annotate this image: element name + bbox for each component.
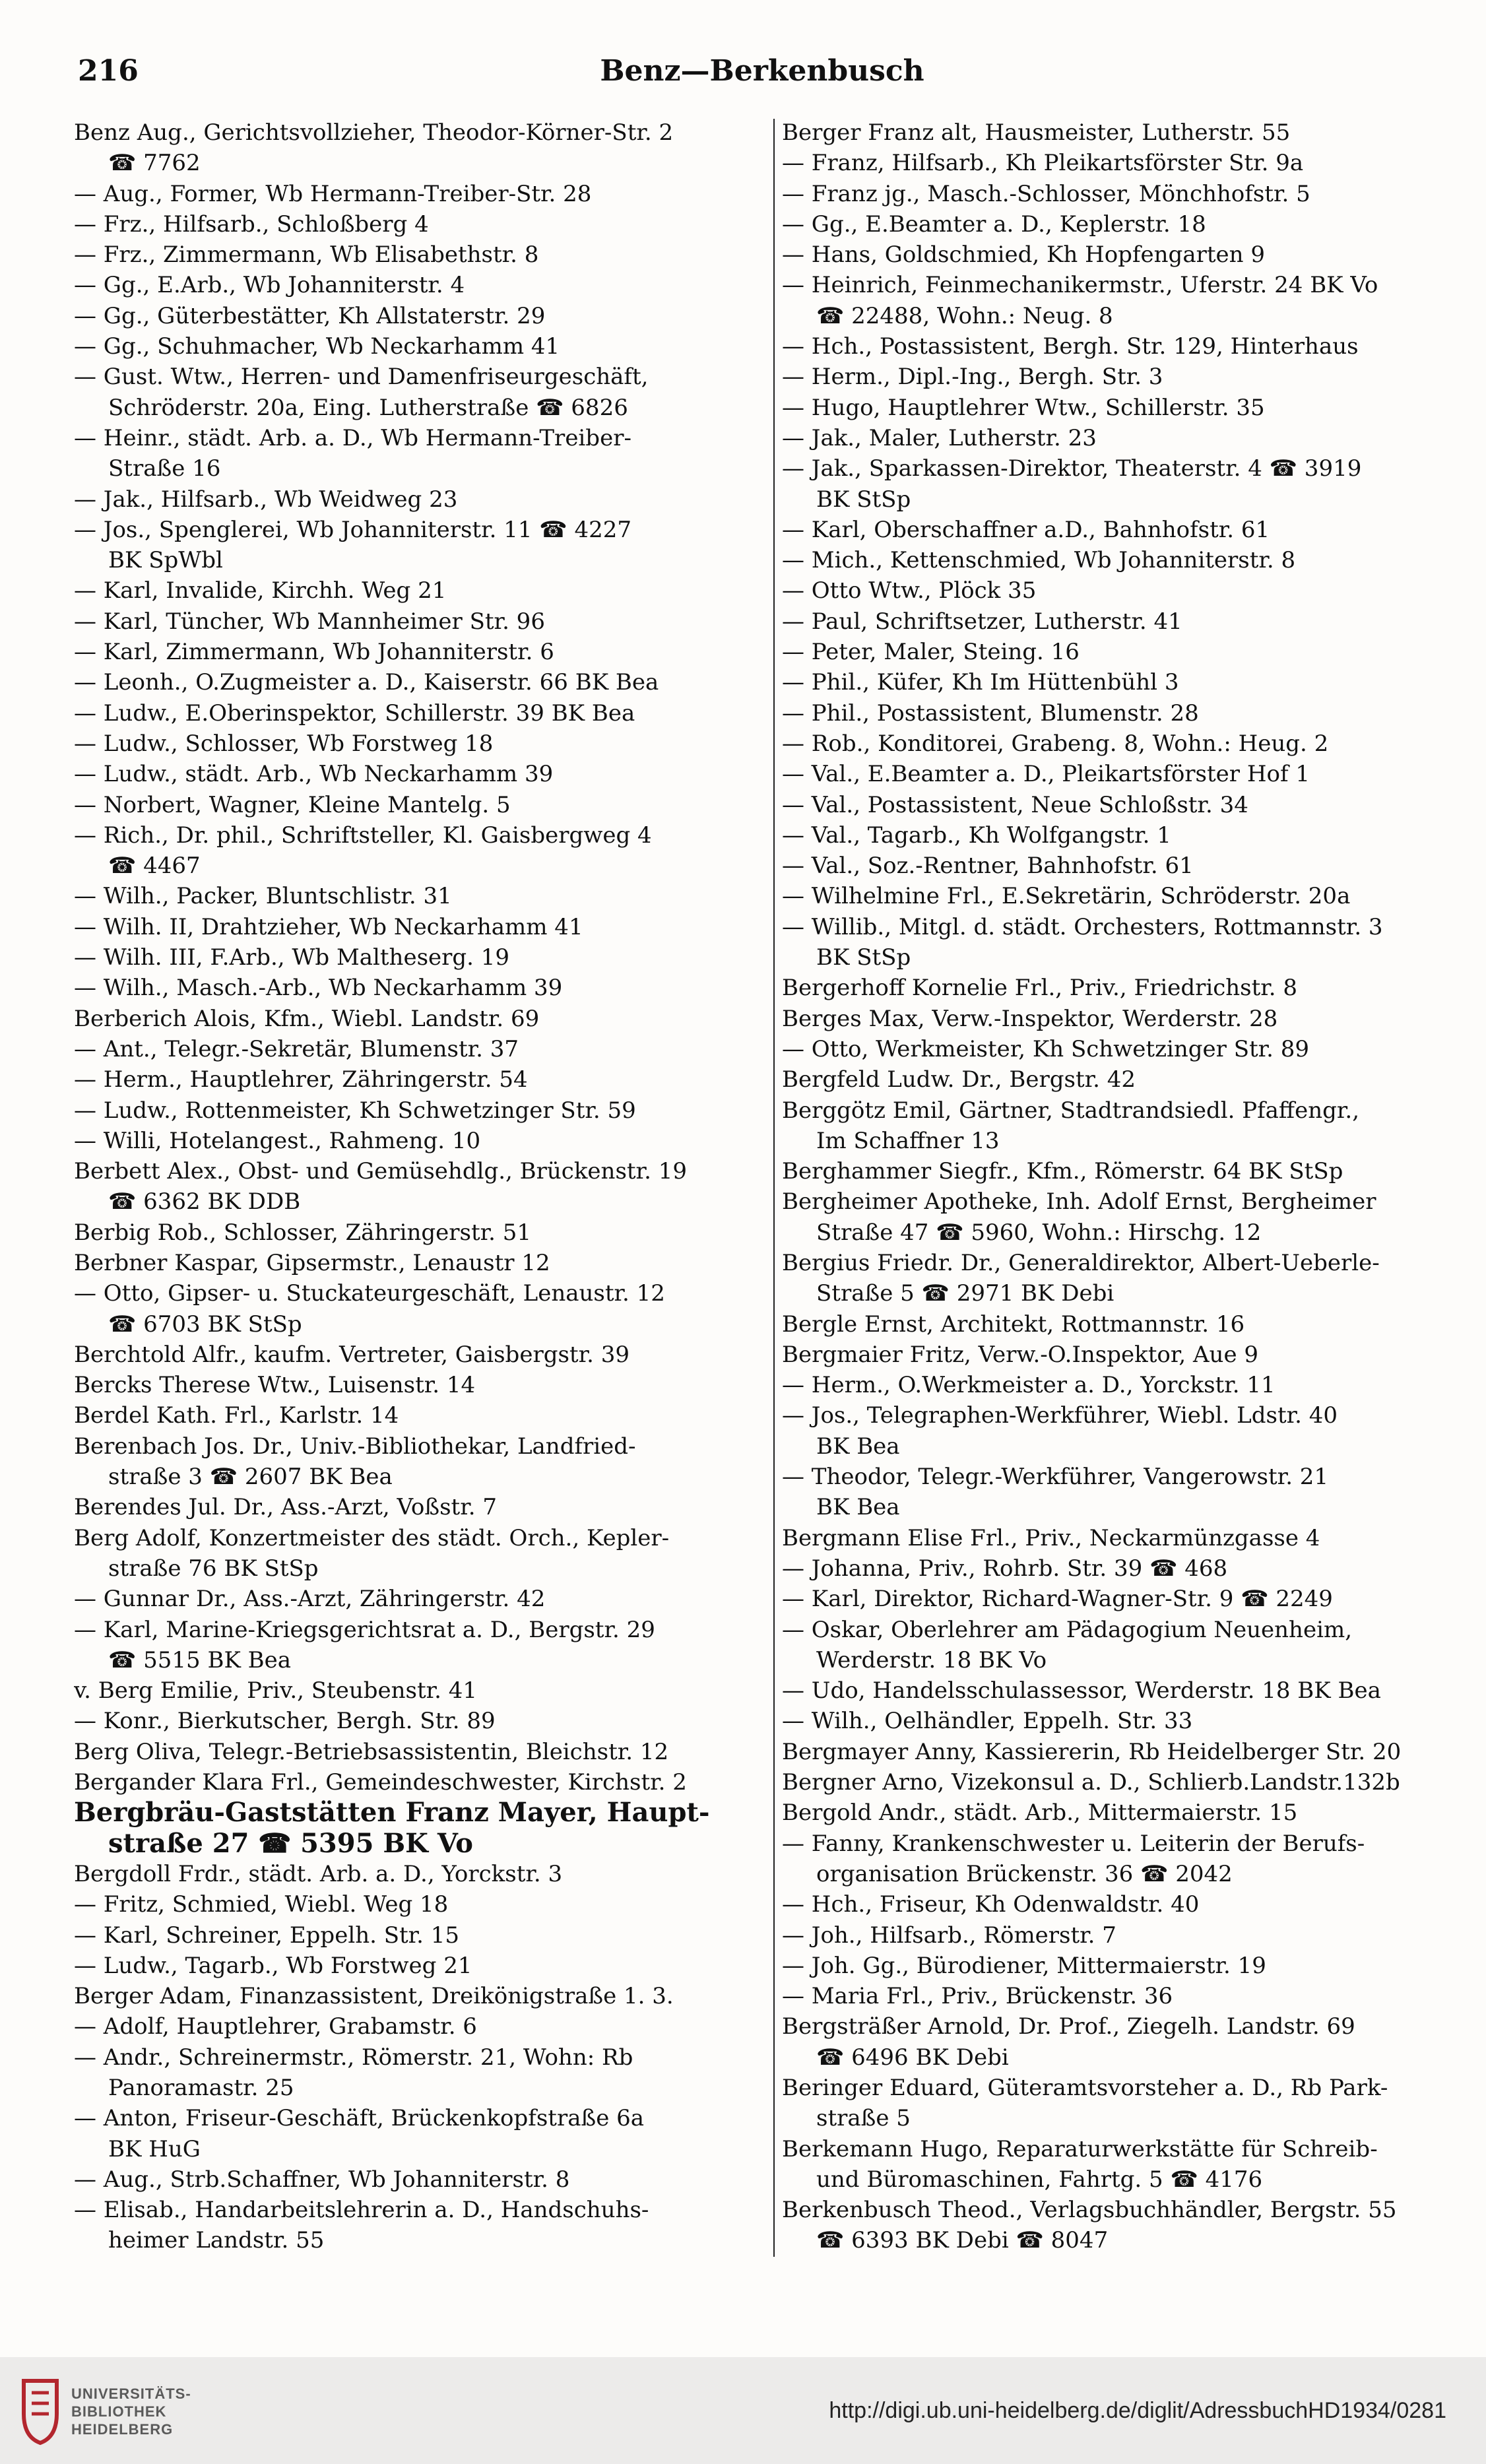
entry-line: — Fanny, Krankenschwester u. Leiterin der Berufs- <box>782 1830 1365 1857</box>
directory-entry <box>74 179 780 209</box>
directory-entry <box>782 1584 1448 1614</box>
directory-entry <box>74 1859 780 1889</box>
entry-line: — Adolf, Hauptlehrer, Grabamstr. 6 <box>74 2013 477 2040</box>
directory-entry <box>782 1889 1448 1920</box>
entry-line: — Gunnar Dr., Ass.-Arzt, Zähringerstr. 42 <box>74 1586 546 1613</box>
directory-entry <box>74 484 780 515</box>
directory-entry <box>74 362 780 423</box>
entry-continuation: ☎ 4467 <box>108 853 201 880</box>
directory-entry <box>74 270 780 300</box>
directory-entry <box>782 1675 1448 1706</box>
directory-entry <box>782 820 1448 851</box>
directory-entry <box>74 790 780 820</box>
directory-entry <box>74 1400 780 1431</box>
entry-continuation: Straße 5 ☎ 2971 BK Debi <box>816 1280 1114 1307</box>
directory-entry <box>782 1034 1448 1064</box>
entry-line: — Karl, Marine-Kriegsgerichtsrat a. D., Bergstr. 29 <box>74 1616 655 1643</box>
directory-entry <box>74 1278 780 1340</box>
directory-entry <box>782 515 1448 545</box>
entry-line: — Rob., Konditorei, Grabeng. 8, Wohn.: Heug. 2 <box>782 730 1329 757</box>
entry-line: — Aug., Former, Wb Hermann-Treiber-Str. 28 <box>74 180 592 207</box>
entry-line: Bergner Arno, Vizekonsul a. D., Schlierb.Landstr.132b <box>782 1769 1400 1796</box>
entry-continuation: ☎ 6393 BK Debi ☎ 8047 <box>816 2227 1109 2254</box>
entry-line: Berkenbusch Theod., Verlagsbuchhändler, Bergstr. 55 <box>782 2197 1397 2224</box>
entry-continuation: ☎ 7762 <box>108 150 201 177</box>
directory-entry <box>782 881 1448 911</box>
entry-continuation: ☎ 6496 BK Debi <box>816 2044 1009 2071</box>
entry-line: — Wilhelmine Frl., E.Sekretärin, Schröderstr. 20a <box>782 883 1351 910</box>
directory-entry <box>782 148 1448 178</box>
entry-line: — Val., Tagarb., Kh Wolfgangstr. 1 <box>782 822 1171 849</box>
entry-line: — Herm., Hauptlehrer, Zähringerstr. 54 <box>74 1066 528 1093</box>
entry-continuation: BK StSp <box>816 944 911 971</box>
directory-entry <box>782 209 1448 240</box>
directory-entry <box>782 1370 1448 1400</box>
entry-continuation: BK Bea <box>816 1494 900 1521</box>
entry-line: — Mich., Kettenschmied, Wb Johanniterstr. 8 <box>782 547 1296 574</box>
entry-line: — Ludw., Schlosser, Wb Forstweg 18 <box>74 730 494 757</box>
entry-line: — Wilh., Oelhändler, Eppelh. Str. 33 <box>782 1708 1193 1735</box>
directory-entry <box>74 1034 780 1064</box>
page-header <box>78 54 1446 96</box>
entry-continuation: ☎ 6362 BK DDB <box>108 1188 301 1216</box>
entry-line: — Ludw., städt. Arb., Wb Neckarhamm 39 <box>74 761 554 788</box>
directory-entry <box>782 2134 1448 2195</box>
entry-line: Benz Aug., Gerichtsvollzieher, Theodor-Körner-Str. 2 <box>74 119 674 146</box>
directory-entry <box>74 515 780 576</box>
entry-line: — Karl, Schreiner, Eppelh. Str. 15 <box>74 1922 460 1949</box>
directory-entry <box>74 1615 780 1676</box>
directory-entry <box>782 1523 1448 1553</box>
entry-continuation: straße 3 ☎ 2607 BK Bea <box>108 1464 393 1491</box>
directory-entry <box>74 729 780 759</box>
entry-line: — Karl, Invalide, Kirchh. Weg 21 <box>74 577 447 604</box>
entry-line: — Franz jg., Masch.-Schlosser, Mönchhofstr. 5 <box>782 180 1310 207</box>
directory-entry <box>782 790 1448 820</box>
directory-entry <box>782 1340 1448 1370</box>
directory-entry <box>74 973 780 1003</box>
directory-entry <box>74 1248 780 1278</box>
directory-entry <box>782 1615 1448 1676</box>
directory-entry <box>74 606 780 637</box>
entry-line: — Leonh., O.Zugmeister a. D., Kaiserstr. 66 BK Bea <box>74 669 659 696</box>
entry-line: Bergdoll Frdr., städt. Arb. a. D., Yorckstr. 3 <box>74 1860 563 1887</box>
entry-line: — Gg., E.Beamter a. D., Keplerstr. 18 <box>782 211 1206 238</box>
entry-continuation: organisation Brückenstr. 36 ☎ 2042 <box>816 1860 1233 1887</box>
directory-entry <box>782 1951 1448 1981</box>
entry-line: v. Berg Emilie, Priv., Steubenstr. 41 <box>74 1677 478 1704</box>
entry-continuation: straße 27 ☎ 5395 BK Vo <box>108 1827 473 1859</box>
entry-line: Berdel Kath. Frl., Karlstr. 14 <box>74 1402 399 1429</box>
directory-entry <box>782 698 1448 729</box>
directory-entry <box>782 637 1448 667</box>
directory-entry <box>74 575 780 606</box>
entry-line: — Elisab., Handarbeitslehrerin a. D., Handschuhs- <box>74 2197 649 2224</box>
entry-line: — Phil., Postassistent, Blumenstr. 28 <box>782 699 1199 727</box>
directory-entry <box>782 393 1448 423</box>
entry-continuation: ☎ 6703 BK StSp <box>108 1311 302 1338</box>
entry-line: Berkemann Hugo, Reparaturwerkstätte für Schreib- <box>782 2135 1378 2162</box>
entry-line: Berg Adolf, Konzertmeister des städt. Orch., Kepler- <box>74 1524 670 1551</box>
library-name: UNIVERSITÄTS- BIBLIOTHEK HEIDELBERG <box>71 2385 191 2438</box>
directory-entry <box>782 270 1448 331</box>
directory-entry <box>782 851 1448 881</box>
entry-line: — Norbert, Wagner, Kleine Mantelg. 5 <box>74 791 511 818</box>
directory-entry <box>782 1156 1448 1186</box>
entry-line: Bergold Andr., städt. Arb., Mittermaierstr. 15 <box>782 1799 1298 1827</box>
directory-entry <box>782 759 1448 789</box>
entry-line: — Franz, Hilfsarb., Kh Pleikartsförster Str. 9a <box>782 150 1304 177</box>
entry-line: Berberich Alois, Kfm., Wiebl. Landstr. 69 <box>74 1005 540 1032</box>
directory-entry <box>74 1492 780 1522</box>
directory-entry <box>782 1706 1448 1736</box>
directory-entry <box>74 1156 780 1217</box>
entry-line: Berger Adam, Finanzassistent, Dreikönigstraße 1. 3. <box>74 1983 674 2010</box>
entry-line: — Jak., Sparkassen-Direktor, Theaterstr. 4 ☎ 3919 <box>782 455 1362 482</box>
directory-entry <box>74 667 780 697</box>
entry-continuation: Straße 16 <box>108 455 221 482</box>
entry-continuation: straße 76 BK StSp <box>108 1555 319 1582</box>
entry-line: — Karl, Zimmermann, Wb Johanniterstr. 6 <box>74 639 554 666</box>
directory-entry <box>74 2011 780 2042</box>
entry-line: — Willib., Mitgl. d. städt. Orchesters, Rottmannstr. 3 <box>782 913 1383 940</box>
entry-line: Berchtold Alfr., kaufm. Vertreter, Gaisbergstr. 39 <box>74 1341 630 1368</box>
directory-entry <box>74 1217 780 1248</box>
entry-line: Berghammer Siegfr., Kfm., Römerstr. 64 BK StSp <box>782 1158 1343 1185</box>
directory-entry <box>782 606 1448 637</box>
source-url[interactable]: http://digi.ub.uni-heidelberg.de/diglit/AdressbuchHD1934/0281 <box>829 2398 1446 2423</box>
entry-line: Berg Oliva, Telegr.-Betriebsassistentin, Bleichstr. 12 <box>74 1738 669 1765</box>
directory-entry <box>782 362 1448 392</box>
entry-line: Berges Max, Verw.-Inspektor, Werderstr. 28 <box>782 1005 1278 1032</box>
entry-line: — Wilh. II, Drahtzieher, Wb Neckarhamm 41 <box>74 913 583 940</box>
entry-line: — Phil., Küfer, Kh Im Hüttenbühl 3 <box>782 669 1179 696</box>
entry-line: — Hugo, Hauptlehrer Wtw., Schillerstr. 35 <box>782 394 1265 421</box>
directory-entry <box>782 331 1448 362</box>
entry-line: — Karl, Direktor, Richard-Wagner-Str. 9 ☎ 2249 <box>782 1586 1333 1613</box>
directory-entry <box>74 2042 780 2104</box>
directory-entry <box>782 2011 1448 2073</box>
directory-entry <box>74 301 780 331</box>
directory-entry <box>74 117 780 179</box>
directory-entry <box>782 2073 1448 2134</box>
university-library-logo-icon <box>18 2374 62 2447</box>
entry-continuation: Im Schaffner 13 <box>816 1127 1000 1154</box>
directory-entry <box>782 2195 1448 2256</box>
directory-entry <box>74 209 780 240</box>
directory-entry <box>74 1767 780 1798</box>
entry-line: — Ant., Telegr.-Sekretär, Blumenstr. 37 <box>74 1035 519 1062</box>
entry-line: — Heinr., städt. Arb. a. D., Wb Hermann-Treiber- <box>74 424 631 451</box>
entry-line: Berbner Kaspar, Gipsermstr., Lenaustr 12 <box>74 1249 550 1276</box>
entry-line: — Wilh., Packer, Bluntschlistr. 31 <box>74 883 452 910</box>
entry-line: Bergbräu-Gaststätten Franz Mayer, Haupt- <box>74 1798 710 1829</box>
directory-entry <box>782 423 1448 453</box>
entry-line: Bergius Friedr. Dr., Generaldirektor, Albert-Ueberle- <box>782 1249 1380 1276</box>
entry-line: — Jak., Maler, Lutherstr. 23 <box>782 424 1097 451</box>
entry-line: Bergfeld Ludw. Dr., Bergstr. 42 <box>782 1066 1136 1093</box>
entry-line: Berggötz Emil, Gärtner, Stadtrandsiedl. Pfaffengr., <box>782 1097 1360 1124</box>
directory-entry <box>74 1920 780 1951</box>
entry-line: — Willi, Hotelangest., Rahmeng. 10 <box>74 1127 481 1154</box>
entry-line: — Frz., Hilfsarb., Schloßberg 4 <box>74 211 429 238</box>
entry-line: Bergmayer Anny, Kassiererin, Rb Heidelberger Str. 20 <box>782 1738 1402 1765</box>
directory-entry <box>74 1737 780 1767</box>
entry-continuation: heimer Landstr. 55 <box>108 2227 325 2254</box>
directory-entry <box>782 1248 1448 1309</box>
entry-line: — Oskar, Oberlehrer am Pädagogium Neuenheim, <box>782 1616 1352 1643</box>
directory-entry <box>782 1553 1448 1584</box>
column-divider <box>773 119 775 2257</box>
entry-line: — Andr., Schreinermstr., Römerstr. 21, Wohn: Rb <box>74 2044 633 2071</box>
entry-line: Bergmann Elise Frl., Priv., Neckarmünzgasse 4 <box>782 1524 1320 1551</box>
entry-continuation: straße 5 <box>816 2105 911 2132</box>
entry-line: — Otto, Gipser- u. Stuckateurgeschäft, Lenaustr. 12 <box>74 1280 665 1307</box>
directory-entry <box>782 1400 1448 1462</box>
right-column <box>782 117 1448 2256</box>
entry-line: — Otto Wtw., Plöck 35 <box>782 577 1037 604</box>
left-column <box>74 117 780 2256</box>
entry-line: Berger Franz alt, Hausmeister, Lutherstr. 55 <box>782 119 1291 146</box>
entry-line: — Hch., Postassistent, Bergh. Str. 129, Hinterhaus <box>782 333 1359 360</box>
entry-line: — Gust. Wtw., Herren- und Damenfriseurgeschäft, <box>74 364 649 391</box>
entry-line: — Ludw., E.Oberinspektor, Schillerstr. 39 BK Bea <box>74 699 635 727</box>
directory-entry <box>74 2195 780 2256</box>
directory-entry <box>74 331 780 362</box>
directory-entry <box>74 1706 780 1736</box>
entry-line: — Frz., Zimmermann, Wb Elisabethstr. 8 <box>74 242 539 269</box>
directory-entry <box>782 179 1448 209</box>
directory-entry <box>74 2103 780 2164</box>
entry-continuation: Straße 47 ☎ 5960, Wohn.: Hirschg. 12 <box>816 1219 1262 1246</box>
directory-entry <box>782 1920 1448 1951</box>
entry-line: Berbig Rob., Schlosser, Zähringerstr. 51 <box>74 1219 532 1246</box>
entry-line: — Fritz, Schmied, Wiebl. Weg 18 <box>74 1891 449 1918</box>
directory-entry <box>74 942 780 973</box>
entry-line: — Ludw., Rottenmeister, Kh Schwetzinger Str. 59 <box>74 1097 636 1124</box>
entry-line: — Ludw., Tagarb., Wb Forstweg 21 <box>74 1952 472 1979</box>
directory-entry <box>74 1889 780 1920</box>
entry-continuation: ☎ 22488, Wohn.: Neug. 8 <box>816 302 1113 329</box>
directory-entry <box>782 1004 1448 1034</box>
entry-continuation: ☎ 5515 BK Bea <box>108 1646 292 1673</box>
directory-entry <box>74 1064 780 1095</box>
directory-entry <box>74 1584 780 1614</box>
entry-line: — Hans, Goldschmied, Kh Hopfengarten 9 <box>782 242 1265 269</box>
directory-entry <box>782 1064 1448 1095</box>
entry-line: — Val., Soz.-Rentner, Bahnhofstr. 61 <box>782 853 1194 880</box>
entry-line: Bergsträßer Arnold, Dr. Prof., Ziegelh. Landstr. 69 <box>782 2013 1355 2040</box>
entry-line: — Udo, Handelsschulassessor, Werderstr. 18 BK Bea <box>782 1677 1381 1704</box>
entry-line: Berendes Jul. Dr., Ass.-Arzt, Voßstr. 7 <box>74 1494 497 1521</box>
directory-entry <box>74 637 780 667</box>
directory-entry <box>782 453 1448 515</box>
entry-line: — Peter, Maler, Steing. 16 <box>782 639 1080 666</box>
page-number: 216 <box>78 54 139 88</box>
entry-continuation: Schröderstr. 20a, Eing. Lutherstraße ☎ 6826 <box>108 394 628 421</box>
entry-continuation: Werderstr. 18 BK Vo <box>816 1646 1047 1673</box>
entry-line: — Karl, Oberschaffner a.D., Bahnhofstr. 61 <box>782 516 1270 543</box>
entry-line: — Herm., O.Werkmeister a. D., Yorckstr. 11 <box>782 1372 1276 1399</box>
directory-entry <box>74 759 780 789</box>
entry-line: Bergmaier Fritz, Verw.-O.Inspektor, Aue 9 <box>782 1341 1259 1368</box>
directory-entry <box>74 240 780 270</box>
entry-line: — Joh. Gg., Bürodiener, Mittermaierstr. 19 <box>782 1952 1266 1979</box>
directory-entry <box>74 1126 780 1156</box>
entry-line: — Gg., E.Arb., Wb Johanniterstr. 4 <box>74 272 465 299</box>
entry-line: Berenbach Jos. Dr., Univ.-Bibliothekar, Landfried- <box>74 1433 636 1460</box>
entry-line: Bergerhoff Kornelie Frl., Priv., Friedrichstr. 8 <box>782 975 1298 1002</box>
directory-entry <box>782 1798 1448 1828</box>
entry-continuation: BK StSp <box>816 486 911 513</box>
directory-entry <box>74 1370 780 1400</box>
entry-line: — Theodor, Telegr.-Werkführer, Vangerowstr. 21 <box>782 1464 1329 1491</box>
entry-line: — Gg., Schuhmacher, Wb Neckarhamm 41 <box>74 333 560 360</box>
directory-entry <box>74 1798 780 1859</box>
directory-entry <box>74 912 780 942</box>
entry-line: — Aug., Strb.Schaffner, Wb Johanniterstr. 8 <box>74 2166 570 2193</box>
directory-entry <box>74 1981 780 2011</box>
entry-line: — Otto, Werkmeister, Kh Schwetzinger Str. 89 <box>782 1035 1310 1062</box>
entry-line: — Hch., Friseur, Kh Odenwaldstr. 40 <box>782 1891 1200 1918</box>
entry-line: — Wilh., Masch.-Arb., Wb Neckarhamm 39 <box>74 975 563 1002</box>
footer-bar <box>0 2357 1486 2464</box>
directory-entry <box>782 575 1448 606</box>
directory-entry <box>782 1737 1448 1767</box>
directory-entry <box>74 2164 780 2195</box>
entry-line: Bergheimer Apotheke, Inh. Adolf Ernst, Bergheimer <box>782 1188 1376 1216</box>
directory-entry <box>782 117 1448 148</box>
directory-entry <box>782 240 1448 270</box>
entry-continuation: BK Bea <box>816 1433 900 1460</box>
entry-line: Bergle Ernst, Architekt, Rottmannstr. 16 <box>782 1311 1245 1338</box>
entry-continuation: BK SpWbl <box>108 547 223 574</box>
directory-entry <box>782 729 1448 759</box>
directory-entry <box>74 698 780 729</box>
entry-line: — Konr., Bierkutscher, Bergh. Str. 89 <box>74 1708 496 1735</box>
entry-line: Bercks Therese Wtw., Luisenstr. 14 <box>74 1372 476 1399</box>
entry-line: Beringer Eduard, Güteramtsvorsteher a. D., Rb Park- <box>782 2075 1388 2101</box>
entry-line: — Gg., Güterbestätter, Kh Allstaterstr. 29 <box>74 302 546 329</box>
entry-line: — Jos., Spenglerei, Wb Johanniterstr. 11 ☎ 4227 <box>74 516 631 543</box>
entry-line: — Wilh. III, F.Arb., Wb Maltheserg. 19 <box>74 944 510 971</box>
directory-entry <box>74 1004 780 1034</box>
directory-entry <box>74 820 780 882</box>
entry-line: — Val., E.Beamter a. D., Pleikartsförster Hof 1 <box>782 761 1310 788</box>
directory-entry <box>782 1767 1448 1798</box>
entry-line: — Herm., Dipl.-Ing., Bergh. Str. 3 <box>782 364 1163 391</box>
entry-line: — Jos., Telegraphen-Werkführer, Wiebl. Ldstr. 40 <box>782 1402 1338 1429</box>
directory-entry <box>782 1186 1448 1248</box>
entry-continuation: Panoramastr. 25 <box>108 2075 294 2101</box>
entry-continuation: und Büromaschinen, Fahrtg. 5 ☎ 4176 <box>816 2166 1263 2193</box>
directory-entry <box>782 545 1448 575</box>
entry-line: — Heinrich, Feinmechanikermstr., Uferstr. 24 BK Vo <box>782 272 1378 299</box>
directory-entry <box>74 423 780 484</box>
directory-entry <box>74 1675 780 1706</box>
directory-entry <box>782 1981 1448 2011</box>
directory-entry <box>74 1095 780 1126</box>
directory-entry <box>782 1309 1448 1340</box>
directory-entry <box>74 1431 780 1493</box>
entry-line: — Anton, Friseur-Geschäft, Brückenkopfstraße 6a <box>74 2105 645 2132</box>
directory-entry <box>74 881 780 911</box>
entry-line: — Val., Postassistent, Neue Schloßstr. 34 <box>782 791 1248 818</box>
directory-entry <box>782 667 1448 697</box>
entry-line: — Maria Frl., Priv., Brückenstr. 36 <box>782 1983 1173 2010</box>
entry-line: Berbett Alex., Obst- und Gemüsehdlg., Brückenstr. 19 <box>74 1158 687 1185</box>
entry-line: Bergander Klara Frl., Gemeindeschwester, Kirchstr. 2 <box>74 1769 687 1796</box>
directory-entry <box>782 973 1448 1003</box>
directory-entry <box>74 1340 780 1370</box>
directory-entry <box>782 912 1448 973</box>
directory-entry <box>782 1095 1448 1157</box>
entry-line: — Rich., Dr. phil., Schriftsteller, Kl. Gaisbergweg 4 <box>74 822 652 849</box>
directory-entry <box>74 1523 780 1584</box>
entry-continuation: BK HuG <box>108 2135 201 2162</box>
directory-entry <box>74 1951 780 1981</box>
directory-entry <box>782 1829 1448 1890</box>
entry-line: — Johanna, Priv., Rohrb. Str. 39 ☎ 468 <box>782 1555 1228 1582</box>
entry-line: — Joh., Hilfsarb., Römerstr. 7 <box>782 1922 1116 1949</box>
directory-entry <box>782 1462 1448 1523</box>
entry-line: — Karl, Tüncher, Wb Mannheimer Str. 96 <box>74 608 545 635</box>
entry-line: — Jak., Hilfsarb., Wb Weidweg 23 <box>74 486 458 513</box>
page-title: Benz—Berkenbusch <box>600 54 924 88</box>
entry-line: — Paul, Schriftsetzer, Lutherstr. 41 <box>782 608 1182 635</box>
